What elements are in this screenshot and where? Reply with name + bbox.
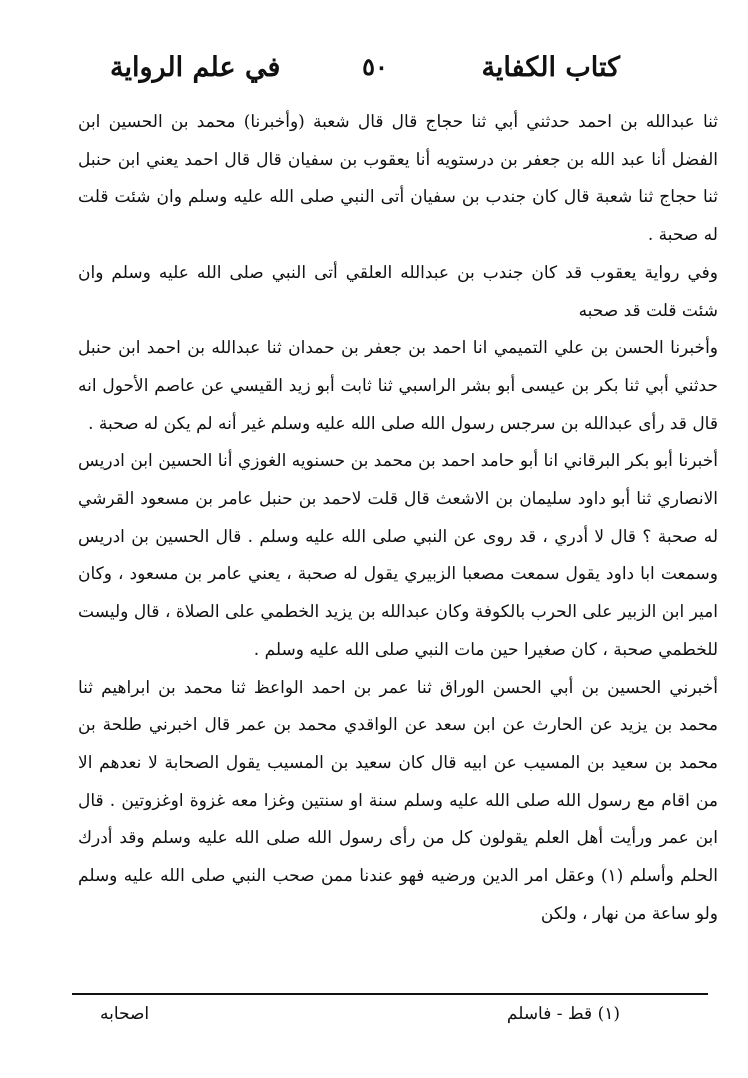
page-number: ٥٠ xyxy=(362,52,388,81)
paragraph: وأخبرنا الحسن بن علي التميمي انا احمد بن جعفر بن حمدان ثنا عبدالله بن احمد ابن حنبل حدثني أبي ثنا بكر بن عيسى أبو بشر الراسبي ثنا ثابت أبو زيد القيسي عن عاصم الأحول انه قال قد رأى عبدالله بن سرجس رسول الله صلى الله عليه وسلم غير أنه لم يكن له صحبة . xyxy=(78,338,718,434)
paragraph: أخبرني الحسين بن أبي الحسن الوراق ثنا عمر بن احمد الواعظ ثنا محمد بن ابراهيم ثنا محمد بن يزيد عن الحارث عن ابن سعد عن الواقدي محمد بن عمر قال اخبرني طلحة بن محمد بن سعيد بن المسيب عن ابيه قال كان سعيد بن المسيب يقول الصحابة لا نعدهم الا من اقام مع رسول الله صلى الله عليه وسلم سنة او سنتين وغزا معه غزوة اوغزوتين . قال ابن عمر ورأيت أهل العلم يقولون كل من رأى رسول الله صلى الله عليه وسلم وقد أدرك الحلم وأسلم (١) وعقل امر الدين ورضيه فهو عندنا ممن صحب النبي صلى الله عليه وسلم ولو ساعة من نهار ، ولكن xyxy=(78,677,718,924)
paragraph: أخبرنا أبو بكر البرقاني انا أبو حامد احمد بن محمد بن حسنويه الغوزي أنا الحسين ابن ادريس الانصاري ثنا أبو داود سليمان بن الاشعث قال قلت لاحمد بن حنبل عامر بن مسعود القرشي له صحبة ؟ قال لا أدري ، قد روى عن النبي صلى الله عليه وسلم . قال الحسين بن ادريس وسمعت ابا داود يقول سمعت مصعبا الزبيري يقول له صحبة ، يعني عامر بن مسعود ، وكان امير ابن الزبير على الحرب بالكوفة وكان عبدالله بن يزيد الخطمي على الصلاة ، قال وليست للخطمي صحبة ، كان صغيرا حين مات النبي صلى الله عليه وسلم . xyxy=(78,451,718,660)
footnote: (١) قط - فاسلم xyxy=(506,1004,620,1024)
section-title: في علم الرواية xyxy=(110,52,281,83)
footnote-divider xyxy=(72,993,708,995)
body-text xyxy=(78,104,718,933)
catchword: اصحابه xyxy=(100,1004,150,1024)
paragraph: وفي رواية يعقوب قد كان جندب بن عبدالله العلقي أتى النبي صلى الله عليه وسلم وان شئت قلت قد صحبه xyxy=(78,262,718,321)
book-title: كتاب الكفاية xyxy=(481,52,620,83)
paragraph: ثنا عبدالله بن احمد حدثني أبي ثنا حجاج قال قال شعبة (وأخبرنا) محمد بن الحسين ابن الفضل أنا عبد الله بن جعفر بن درستويه أنا يعقوب بن سفيان قال قال احمد يعني ابن حنبل ثنا حجاج ثنا شعبة قال كان جندب بن سفيان أتى النبي صلى الله عليه وسلم وان شئت قلت له صحبة . xyxy=(78,112,718,246)
page-header xyxy=(110,52,640,92)
page-footer xyxy=(100,1004,620,1034)
